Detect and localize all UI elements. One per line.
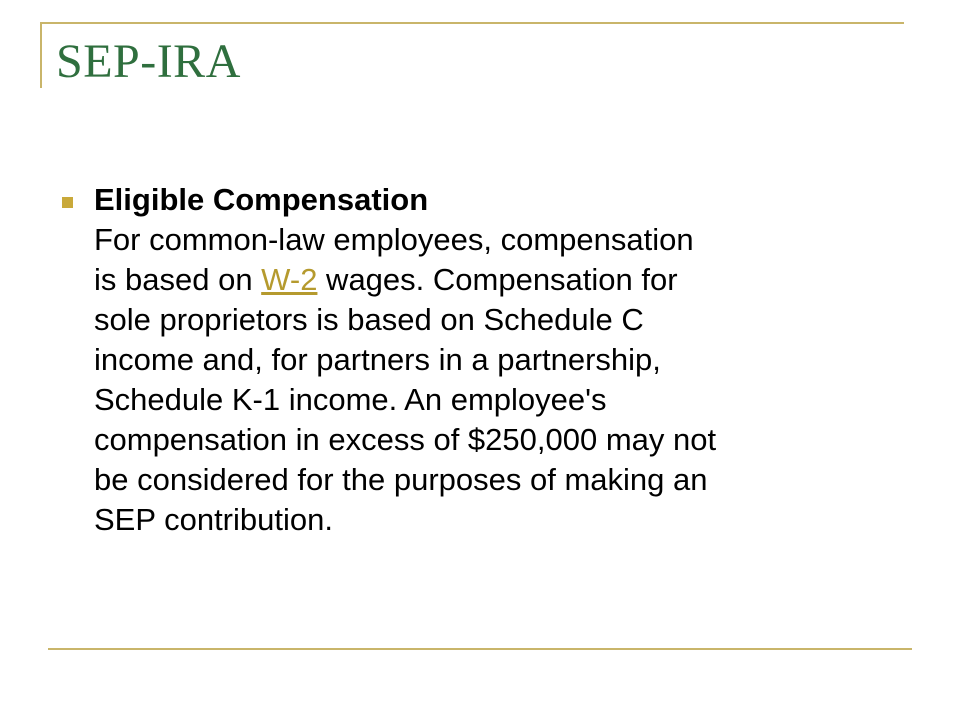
bottom-border-line: [48, 648, 912, 650]
bullet-line-8: SEP contribution.: [94, 502, 333, 537]
bullet-line-3: sole proprietors is based on Schedule C: [94, 302, 644, 337]
left-border-line: [40, 22, 42, 88]
bullet-line-1: For common-law employees, compensation: [94, 222, 694, 257]
slide-title: SEP-IRA: [56, 35, 241, 88]
w2-link[interactable]: W-2: [261, 262, 318, 297]
bullet-line-2-start: is based on: [94, 262, 262, 297]
bullet-heading: Eligible Compensation: [94, 182, 429, 217]
bullet-line-5: Schedule K-1 income. An employee's: [94, 382, 607, 417]
bullet-line-2-end: wages. Compensation for: [317, 262, 678, 297]
bullet-text: [94, 180, 914, 540]
square-bullet-icon: [62, 197, 73, 208]
bullet-line-6: compensation in excess of $250,000 may not: [94, 422, 717, 457]
bullet-line-4: income and, for partners in a partnership,: [94, 342, 661, 377]
bullet-line-2: [94, 260, 914, 300]
bullet-line-7: be considered for the purposes of making an: [94, 462, 708, 497]
top-border-line: [40, 22, 904, 24]
